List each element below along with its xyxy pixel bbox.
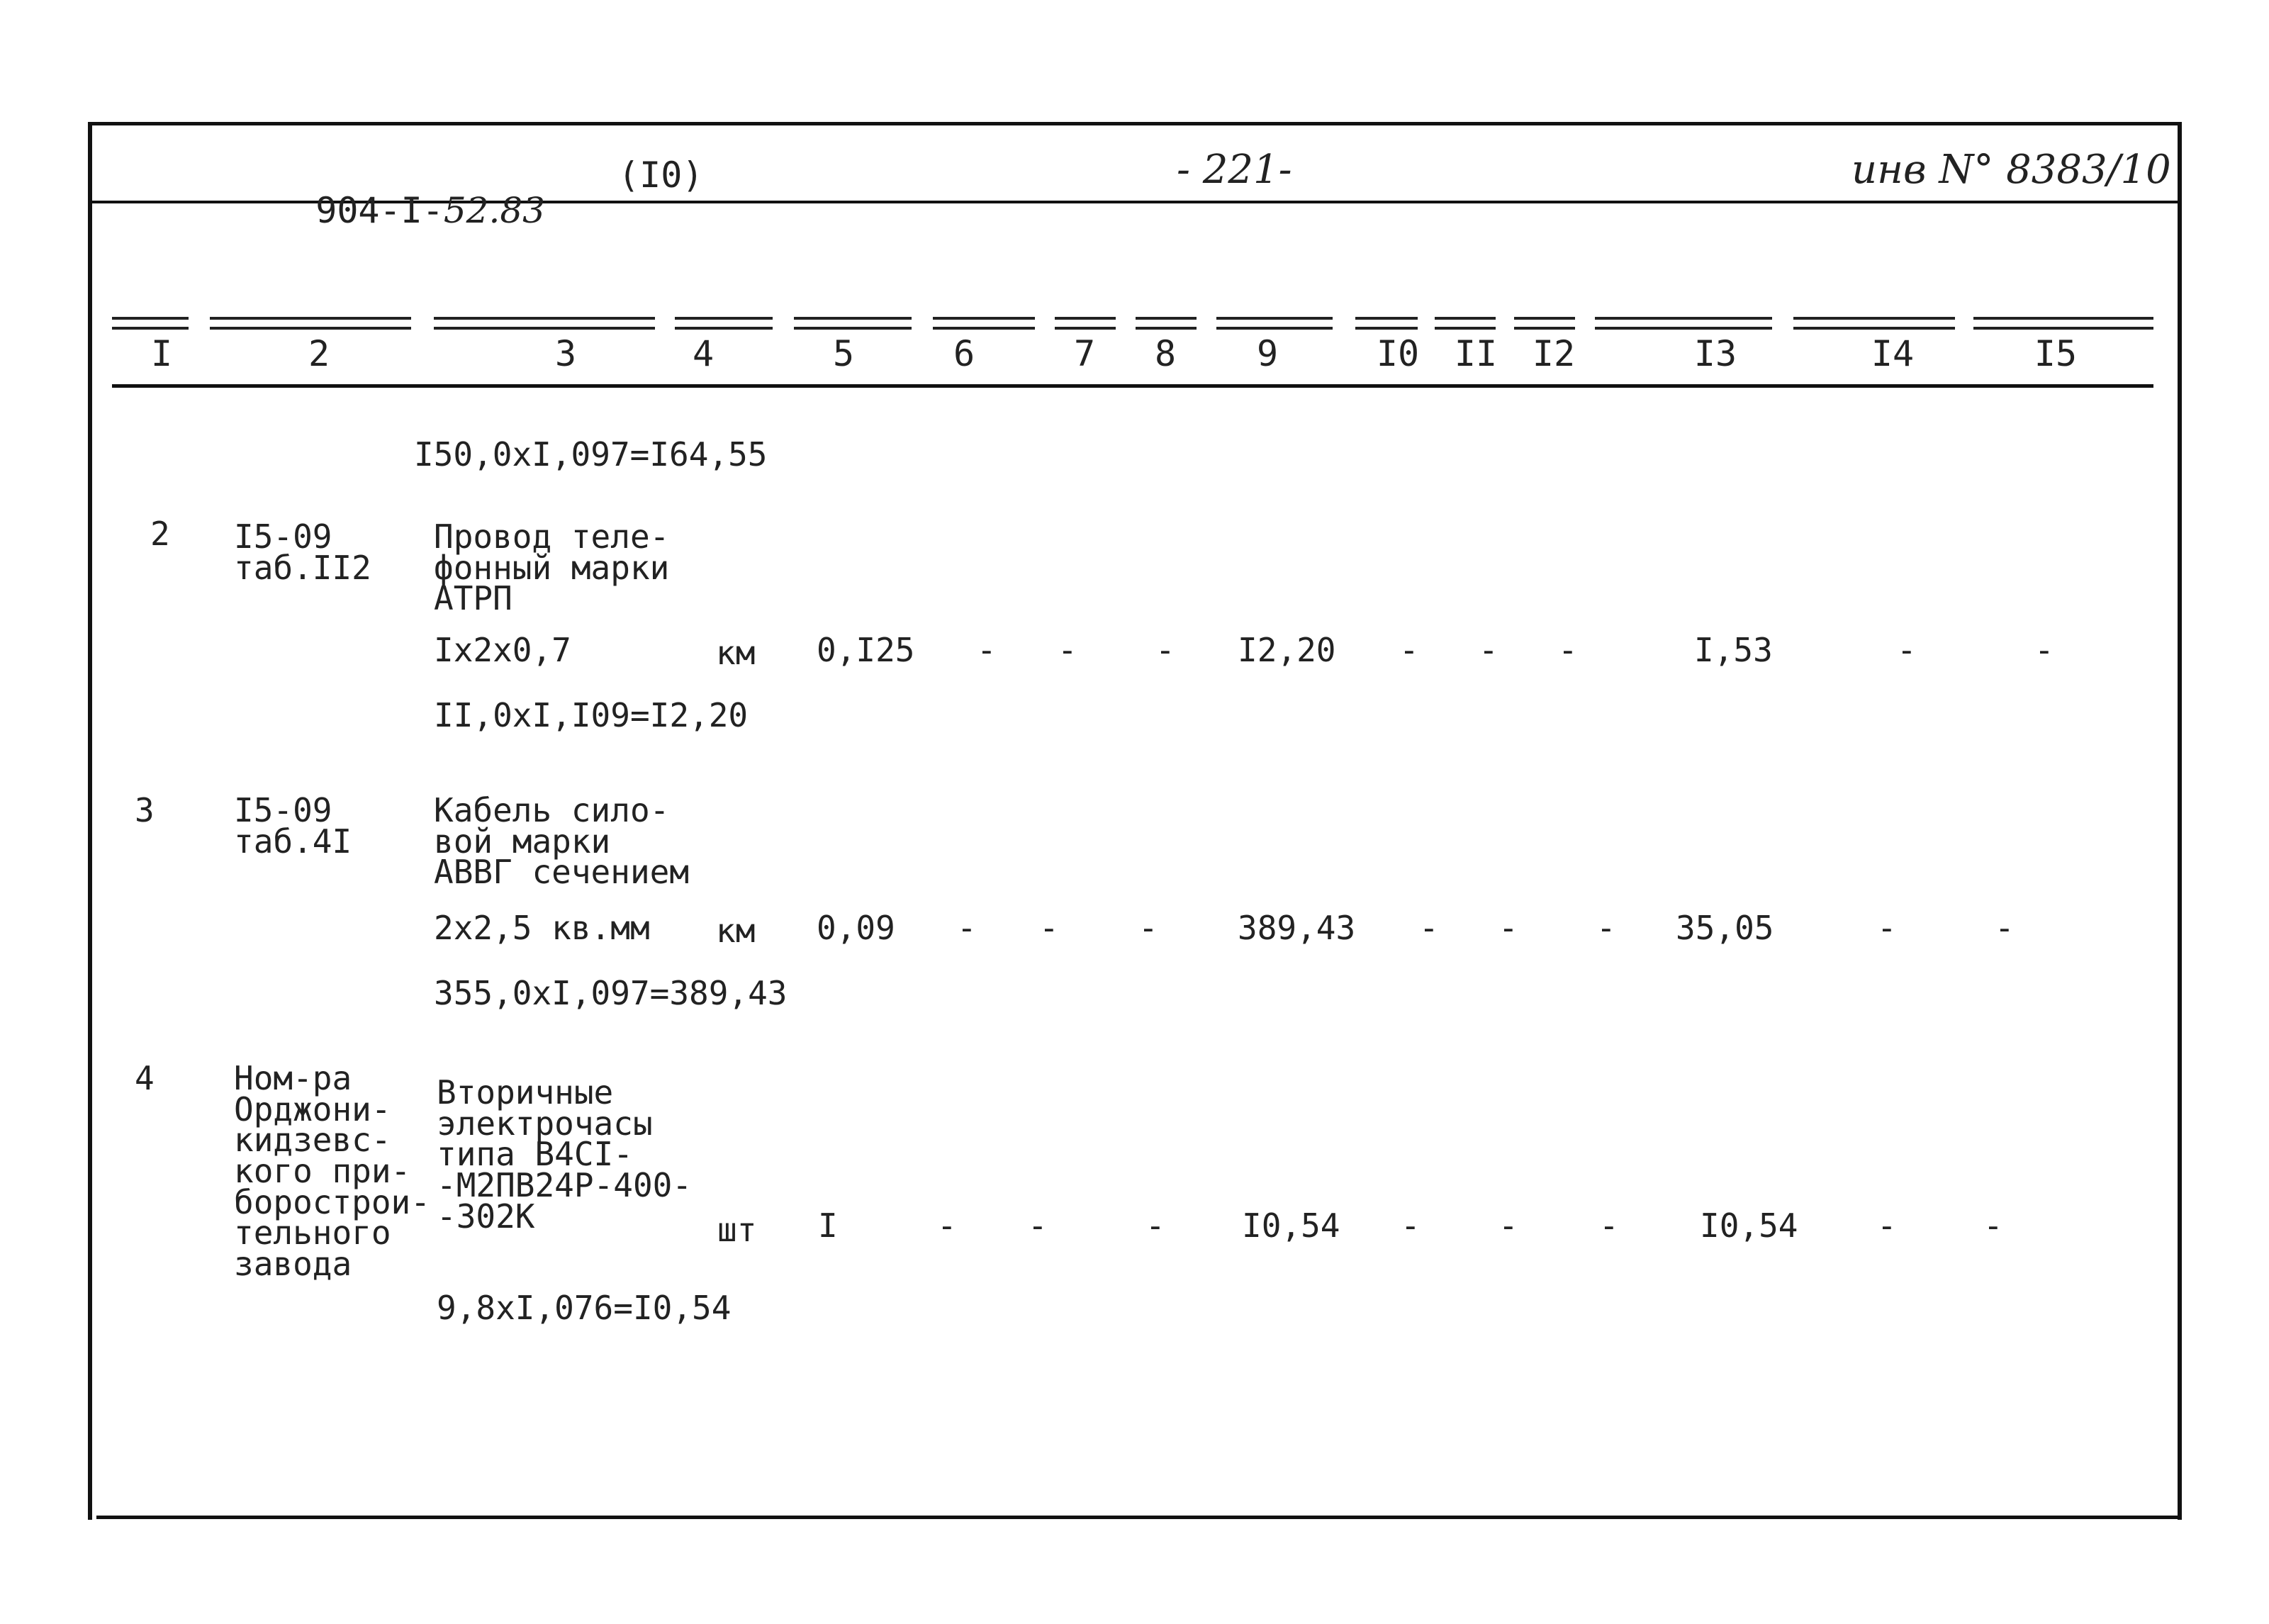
page-number: - 221- bbox=[1177, 147, 1292, 193]
row-3-col13: 35,05 bbox=[1676, 909, 1774, 947]
col-header-3: 3 bbox=[554, 333, 577, 374]
colhead-rule-5 bbox=[794, 317, 912, 330]
frame-right bbox=[2178, 122, 2182, 1520]
row-4-description: Вторичные электрочасы типа В4СI- -М2ПВ24Р-400- -302К bbox=[437, 1073, 693, 1236]
col-header-5: 5 bbox=[832, 333, 855, 374]
row-2-col12: - bbox=[1558, 631, 1578, 669]
row-3-col11: - bbox=[1498, 909, 1518, 947]
row-3-col12: - bbox=[1596, 909, 1616, 947]
row-4-col12: - bbox=[1599, 1206, 1619, 1245]
colhead-rule-15 bbox=[1973, 317, 2153, 330]
row-4-number: 4 bbox=[135, 1059, 155, 1097]
colhead-rule-6 bbox=[933, 317, 1035, 330]
row-3-unit: км bbox=[716, 912, 756, 950]
colhead-rule-4 bbox=[675, 317, 773, 330]
row-3-col6: - bbox=[957, 909, 977, 947]
row-2-col9: I2,20 bbox=[1238, 631, 1336, 669]
row-2-quantity: 0,I25 bbox=[817, 631, 915, 669]
row-3-number: 3 bbox=[135, 791, 155, 829]
col-header-15: I5 bbox=[2034, 333, 2078, 374]
frame-top bbox=[88, 122, 2182, 125]
row-4-col10: - bbox=[1401, 1206, 1421, 1245]
carry-calculation: I50,0xI,097=I64,55 bbox=[414, 435, 768, 474]
row-4-col11: - bbox=[1498, 1206, 1518, 1245]
col-header-2: 2 bbox=[308, 333, 330, 374]
row-4-col9: I0,54 bbox=[1242, 1206, 1340, 1245]
row-2-col13: I,53 bbox=[1694, 631, 1773, 669]
row-3-col7: - bbox=[1039, 909, 1059, 947]
colhead-rule-9 bbox=[1216, 317, 1333, 330]
colhead-rule-12 bbox=[1514, 317, 1575, 330]
row-3-col10: - bbox=[1419, 909, 1439, 947]
colhead-rule-3 bbox=[434, 317, 655, 330]
row-2-calculation: II,0xI,I09=I2,20 bbox=[434, 696, 749, 734]
row-3-spec: 2x2,5 кв.мм bbox=[434, 909, 650, 947]
row-2-spec: Ix2x0,7 bbox=[434, 631, 571, 669]
row-2-unit: км bbox=[716, 634, 756, 672]
col-header-12: I2 bbox=[1532, 333, 1576, 374]
row-2-col14: - bbox=[1897, 631, 1917, 669]
col-header-1: I bbox=[150, 333, 173, 374]
row-3-reference: I5-09 таб.4I bbox=[234, 791, 352, 861]
row-2-col8: - bbox=[1155, 631, 1175, 669]
col-header-9: 9 bbox=[1256, 333, 1279, 374]
frame-bottom bbox=[96, 1516, 2182, 1519]
colhead-rule-10 bbox=[1355, 317, 1418, 330]
colhead-rule-1 bbox=[112, 317, 189, 330]
row-2-col11: - bbox=[1479, 631, 1498, 669]
row-4-col15: - bbox=[1983, 1206, 2003, 1245]
col-header-7: 7 bbox=[1073, 333, 1096, 374]
row-2-reference: I5-09 таб.II2 bbox=[234, 517, 371, 587]
row-4-col6: - bbox=[937, 1206, 957, 1245]
col-header-10: I0 bbox=[1376, 333, 1420, 374]
row-2-col7: - bbox=[1058, 631, 1077, 669]
col-header-4: 4 bbox=[692, 333, 715, 374]
row-3-calculation: 355,0xI,097=389,43 bbox=[434, 974, 788, 1012]
row-3-col8: - bbox=[1138, 909, 1158, 947]
row-2-description: Провод теле- фонный марки АТРП bbox=[434, 517, 670, 618]
colhead-rule-14 bbox=[1793, 317, 1955, 330]
row-2-col15: - bbox=[2034, 631, 2054, 669]
row-4-col14: - bbox=[1877, 1206, 1897, 1245]
inventory-number: инв N° 8383/10 bbox=[1851, 147, 2171, 193]
row-3-col14: - bbox=[1877, 909, 1897, 947]
row-4-unit: шт bbox=[717, 1211, 757, 1249]
document-code-suffix: 52.83 bbox=[443, 190, 545, 231]
colhead-rule-2 bbox=[210, 317, 411, 330]
row-3-quantity: 0,09 bbox=[817, 909, 895, 947]
document-code bbox=[273, 157, 545, 231]
col-header-13: I3 bbox=[1693, 333, 1737, 374]
colhead-rule-11 bbox=[1435, 317, 1496, 330]
row-2-number: 2 bbox=[150, 515, 170, 553]
frame-left bbox=[88, 122, 92, 1520]
row-4-quantity: I bbox=[818, 1206, 838, 1245]
sheet-number: (I0) bbox=[618, 155, 704, 196]
document-code-prefix: 904-I- bbox=[315, 190, 444, 231]
colhead-bottom-rule bbox=[112, 384, 2153, 388]
col-header-8: 8 bbox=[1154, 333, 1177, 374]
colhead-rule-13 bbox=[1595, 317, 1772, 330]
col-header-6: 6 bbox=[953, 333, 975, 374]
row-4-col7: - bbox=[1028, 1206, 1048, 1245]
row-2-col10: - bbox=[1399, 631, 1419, 669]
row-3-col15: - bbox=[1995, 909, 2015, 947]
colhead-rule-8 bbox=[1136, 317, 1197, 330]
row-3-description: Кабель сило- вой марки АВВГ сечением bbox=[434, 791, 690, 892]
colhead-rule-7 bbox=[1055, 317, 1116, 330]
row-3-col9: 389,43 bbox=[1238, 909, 1356, 947]
row-4-col8: - bbox=[1145, 1206, 1165, 1245]
row-2-col6: - bbox=[977, 631, 997, 669]
row-4-col13: I0,54 bbox=[1700, 1206, 1798, 1245]
col-header-14: I4 bbox=[1871, 333, 1915, 374]
col-header-11: II bbox=[1454, 333, 1498, 374]
row-4-calculation: 9,8xI,076=I0,54 bbox=[437, 1289, 732, 1327]
row-4-reference: Ном-ра Орджони- кидзевс- кого при- борострои- тельного завода bbox=[234, 1059, 430, 1284]
